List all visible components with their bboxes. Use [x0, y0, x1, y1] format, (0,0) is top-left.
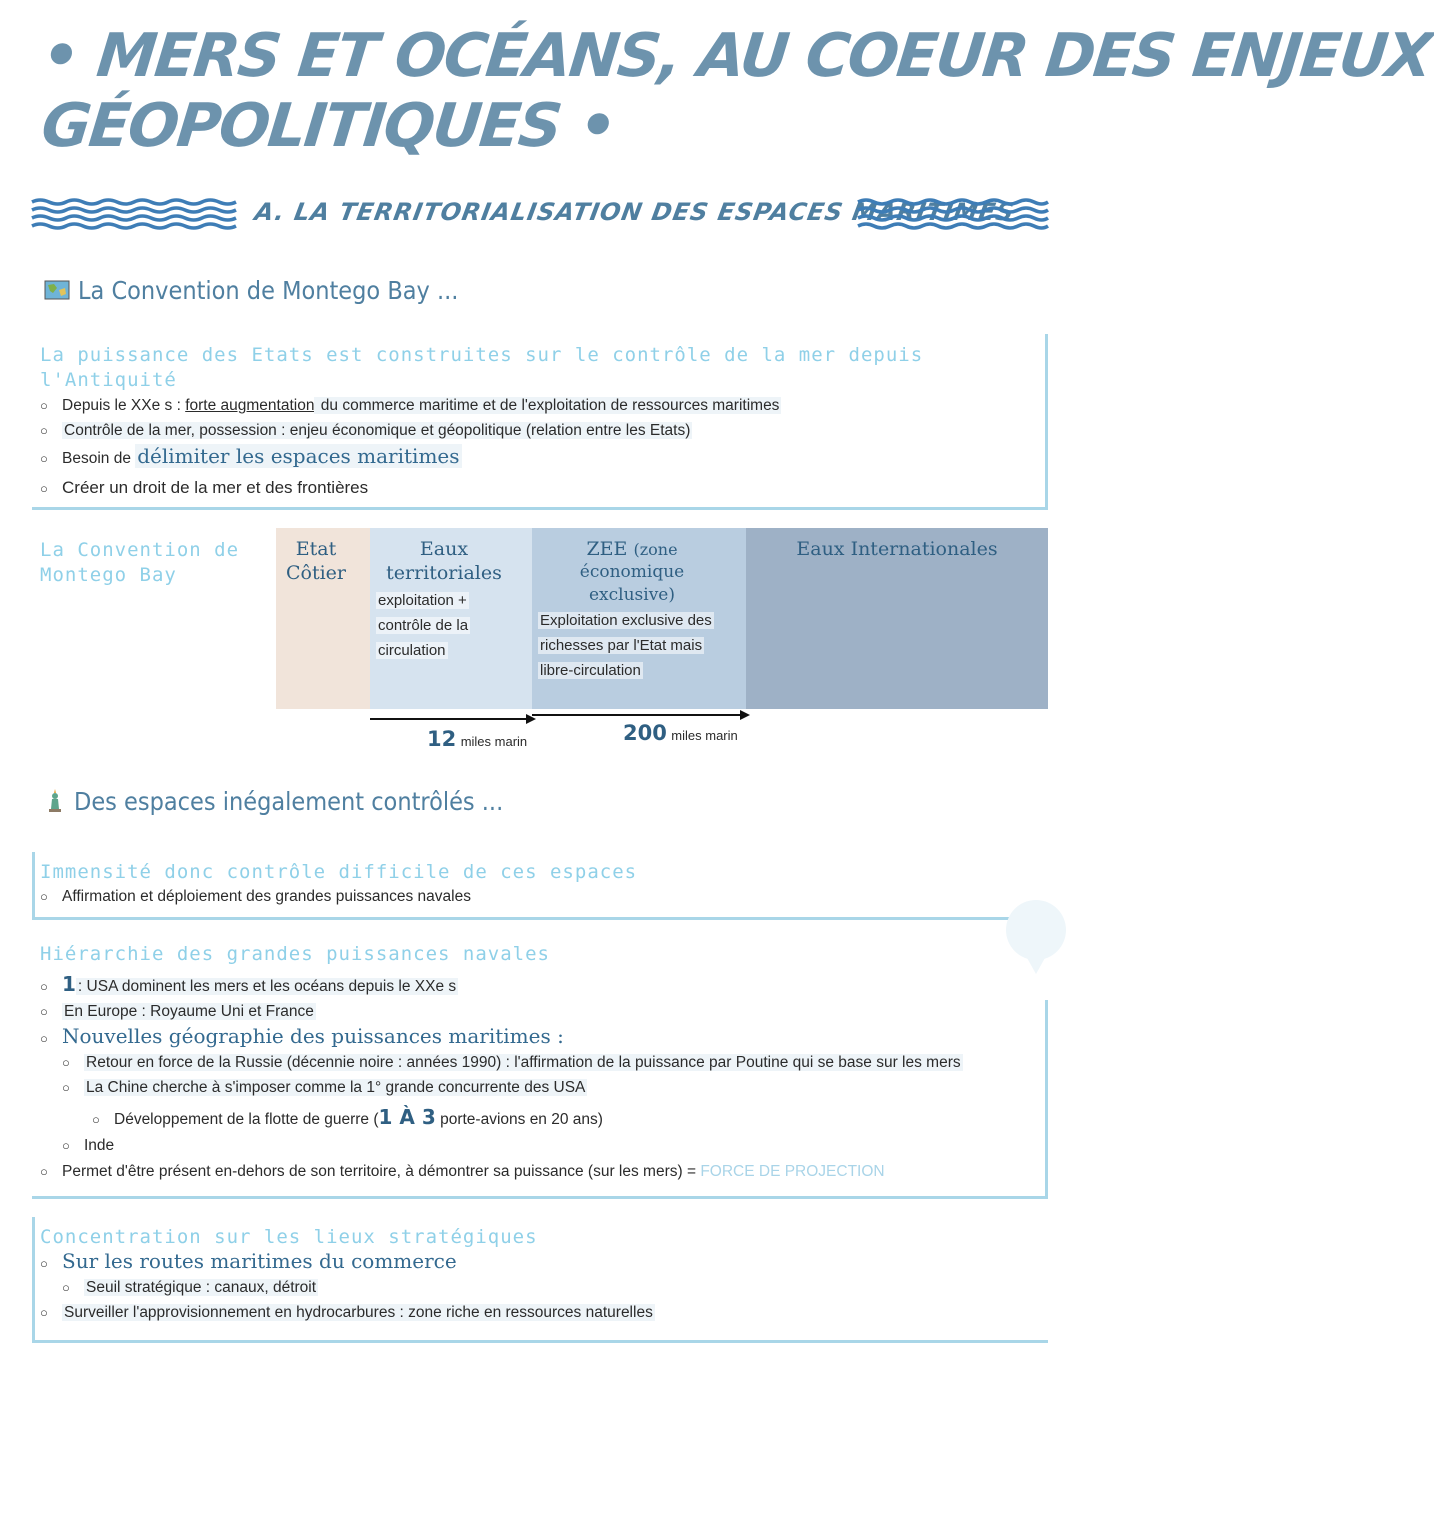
- bullet-circle: ○: [40, 423, 48, 438]
- box1-item-1: [40, 396, 781, 416]
- box4-item-2-text: Surveiller l'approvisionnement en hydrocarbures : zone riche en ressources naturelles: [64, 1304, 653, 1321]
- box1-item-3-big: délimiter les espaces maritimes: [137, 444, 460, 468]
- box3-sub-3-text: Inde: [84, 1137, 115, 1154]
- zone-zee-text: [538, 608, 714, 683]
- box3-subsub-1: [92, 1105, 603, 1132]
- bullet-circle: ○: [62, 1280, 70, 1295]
- statue-of-liberty-icon: [44, 787, 66, 819]
- box4-item-2: [40, 1303, 655, 1323]
- box1-item-2-text: Contrôle de la mer, possession : enjeu économique et géopolitique (relation entre les Etats): [64, 422, 691, 439]
- box3-item-1: [40, 972, 458, 999]
- box1-item-1-pre: Depuis le XXe s :: [62, 397, 186, 414]
- bullet-circle: ○: [40, 1031, 48, 1046]
- map-icon: [44, 278, 70, 307]
- bullet-circle: ○: [62, 1138, 70, 1153]
- box3-sub-2: [62, 1078, 587, 1098]
- box3-item-2-text: En Europe : Royaume Uni et France: [64, 1003, 314, 1020]
- subhead-montego-text: La Convention de Montego Bay ...: [78, 276, 459, 305]
- box3-item-3-big: Nouvelles géographie des puissances maritimes :: [62, 1024, 564, 1048]
- title-text-2: GÉOPOLITIQUES: [38, 91, 564, 161]
- bullet-circle: ○: [92, 1112, 100, 1127]
- label-200-miles: [623, 721, 738, 745]
- box4-sub-1: [62, 1278, 318, 1298]
- zone-et-title-1: Eaux: [419, 538, 469, 560]
- box4-left-border: [32, 1217, 35, 1343]
- box1-item-2: [40, 421, 692, 441]
- box4-sub-1-text: Seuil stratégique : canaux, détroit: [86, 1279, 317, 1296]
- box3-right-border: [1045, 1000, 1048, 1199]
- box1-heading-2: l'Antiquité: [40, 369, 177, 391]
- bullet-circle: ○: [40, 1305, 48, 1320]
- box3-subsub-num: 1 À 3: [378, 1105, 436, 1129]
- box3-sub-3: [62, 1136, 114, 1156]
- box2-left-border: [32, 852, 35, 920]
- box1-item-4-text: Créer un droit de la mer et des frontières: [62, 478, 369, 497]
- box4-heading: Concentration sur les lieux stratégiques: [40, 1226, 538, 1248]
- box3-subsub-pre: Développement de la flotte de guerre (: [114, 1111, 379, 1128]
- zone-zee-title-small: (zone: [633, 540, 678, 559]
- label-12-miles: [427, 727, 527, 751]
- bullet-circle: ○: [40, 889, 48, 904]
- zone-zee-title-2: économique: [579, 562, 685, 582]
- box1-bottom-border: [32, 507, 1048, 510]
- box1-item-1-underlined: forte augmentation: [185, 397, 315, 414]
- title-bullet-right: •: [575, 91, 619, 161]
- zone-et-text-1: exploitation +: [378, 592, 467, 609]
- box1-item-3: [40, 444, 462, 471]
- box1-item-3-pre: Besoin de: [62, 450, 136, 467]
- box3-bottom-border: [32, 1196, 1048, 1199]
- decorative-blob-icon: [998, 896, 1074, 976]
- bullet-circle: ○: [40, 481, 48, 496]
- box4-bottom-border: [32, 1340, 1048, 1343]
- box1-item-1-post: du commerce maritime et de l'exploitation de ressources maritimes: [316, 397, 780, 414]
- zone-zee-title-zee: ZEE: [586, 538, 628, 560]
- box3-item-4-force: FORCE DE PROJECTION: [700, 1163, 885, 1180]
- wave-decoration-left: [32, 198, 236, 230]
- bullet-circle: ○: [40, 1004, 48, 1019]
- zone-etat-title-1: Etat: [295, 538, 337, 560]
- box3-sub-1: [62, 1053, 963, 1073]
- zone-etat-cotier: [276, 528, 370, 709]
- zone-zee-title-1: [532, 538, 732, 561]
- box3-item-1-text: : USA dominent les mers et les océans depuis le XXe s: [77, 978, 457, 995]
- box3-heading: Hiérarchie des grandes puissances navales: [40, 943, 550, 965]
- bullet-circle: ○: [40, 979, 48, 994]
- box2-item-1-text: Affirmation et déploiement des grandes puissances navales: [62, 888, 471, 905]
- section-a-title: A. LA TERRITORIALISATION DES ESPACES MARITIMES: [252, 198, 1017, 226]
- bullet-circle: ○: [62, 1055, 70, 1070]
- box4-item-1-big: Sur les routes maritimes du commerce: [62, 1249, 457, 1273]
- num-200: 200: [623, 721, 667, 745]
- zone-et-text-2: contrôle de la: [378, 617, 469, 634]
- box3-sub-1-text: Retour en force de la Russie (décennie noire : années 1990) : l'affirmation de la puissance par Poutine qui se base sur les mers: [86, 1054, 961, 1071]
- box3-item-4-pre: Permet d'être présent en-dehors de son territoire, à démontrer sa puissance (sur les mers) =: [62, 1163, 701, 1180]
- title-line-1: [38, 21, 1434, 91]
- zone-etat-title-2: Côtier: [285, 562, 346, 584]
- box1-heading-1: La puissance des Etats est construites sur le contrôle de la mer depuis: [40, 344, 924, 366]
- bullet-circle: ○: [62, 1080, 70, 1095]
- box4-item-1: [40, 1249, 457, 1276]
- subhead-montego: [44, 276, 458, 307]
- zones-label-2: Montego Bay: [40, 564, 177, 586]
- box3-item-1-num: 1: [62, 972, 76, 996]
- wave-decoration-right: [858, 198, 1048, 230]
- title-line-2: [38, 91, 619, 161]
- subhead-controle: [44, 787, 503, 819]
- zone-eaux-internationales: [746, 528, 1048, 709]
- box3-sub-2-text: La Chine cherche à s'imposer comme la 1° grande concurrente des USA: [86, 1079, 586, 1096]
- zone-zee-text-2: richesses par l'Etat mais: [540, 637, 703, 654]
- zone-zee-text-3: libre-circulation: [540, 662, 641, 679]
- box3-item-3: [40, 1024, 564, 1051]
- zone-zee-title-3: exclusive): [588, 585, 675, 605]
- box2-item-1: [40, 887, 471, 907]
- bullet-circle: ○: [40, 1256, 48, 1271]
- box2-heading: Immensité donc contrôle difficile de ces espaces: [40, 861, 638, 883]
- unit-200: miles marin: [671, 728, 738, 743]
- zone-et-title-2: territoriales: [386, 562, 502, 584]
- unit-12: miles marin: [460, 734, 528, 749]
- bullet-circle: ○: [40, 398, 48, 413]
- box2-bottom-border: [32, 917, 1012, 920]
- zone-et-text-3: circulation: [378, 642, 446, 659]
- zones-label-1: La Convention de: [40, 539, 240, 561]
- box3-item-4: [40, 1162, 885, 1182]
- zone-zee: [532, 528, 746, 709]
- title-text-1: MERS ET OCÉANS, AU COEUR DES ENJEUX: [93, 21, 1434, 91]
- arrow-12-miles: [370, 712, 536, 726]
- box3-item-2: [40, 1002, 316, 1022]
- zone-eaux-territoriales: [370, 528, 532, 709]
- arrow-200-miles: [532, 708, 750, 722]
- subhead-controle-text: Des espaces inégalement contrôlés ...: [74, 787, 504, 816]
- box1-item-4: [40, 478, 368, 499]
- bullet-circle: ○: [40, 451, 48, 466]
- title-bullet-left: •: [38, 21, 83, 91]
- box3-subsub-post: porte-avions en 20 ans): [435, 1111, 603, 1128]
- zone-ei-title: Eaux Internationales: [796, 538, 998, 560]
- num-12: 12: [427, 727, 457, 751]
- zone-et-text: [376, 588, 470, 663]
- bullet-circle: ○: [40, 1164, 48, 1179]
- zone-zee-text-1: Exploitation exclusive des: [540, 612, 712, 629]
- box1-right-border: [1045, 334, 1048, 510]
